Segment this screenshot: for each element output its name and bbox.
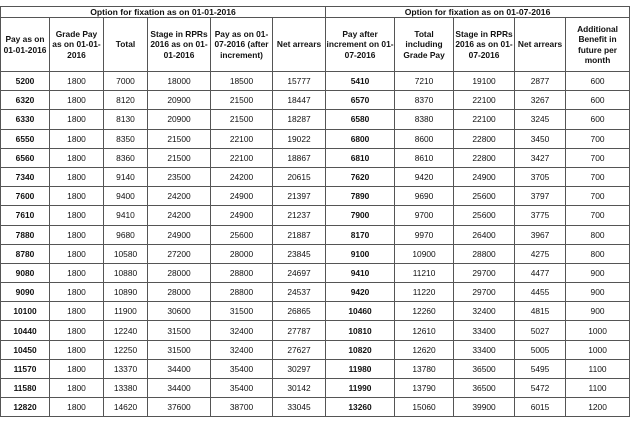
table-cell: 13370 bbox=[104, 359, 148, 378]
table-cell: 30142 bbox=[273, 379, 326, 398]
table-cell: 5200 bbox=[1, 72, 50, 91]
column-header: Net arrears bbox=[273, 18, 326, 72]
table-cell: 15777 bbox=[273, 72, 326, 91]
table-cell: 3267 bbox=[515, 91, 566, 110]
column-header: Pay after increment on 01-07-2016 bbox=[326, 18, 395, 72]
table-cell: 6550 bbox=[1, 129, 50, 148]
table-cell: 7620 bbox=[326, 167, 395, 186]
table-cell: 5495 bbox=[515, 359, 566, 378]
table-cell: 28800 bbox=[454, 244, 515, 263]
table-cell: 25600 bbox=[454, 187, 515, 206]
table-cell: 9090 bbox=[1, 283, 50, 302]
table-cell: 6570 bbox=[326, 91, 395, 110]
table-cell: 22100 bbox=[211, 129, 273, 148]
table-cell: 26865 bbox=[273, 302, 326, 321]
table-cell: 31500 bbox=[148, 321, 211, 340]
table-cell: 28800 bbox=[211, 283, 273, 302]
table-cell: 12820 bbox=[1, 398, 50, 417]
table-row bbox=[1, 148, 630, 167]
table-cell: 600 bbox=[566, 72, 630, 91]
table-cell: 12620 bbox=[395, 340, 454, 359]
column-header: Pay as on 01-07-2016 (after increment) bbox=[211, 18, 273, 72]
table-cell: 9400 bbox=[104, 187, 148, 206]
table-row bbox=[1, 302, 630, 321]
table-cell: 12260 bbox=[395, 302, 454, 321]
table-cell: 900 bbox=[566, 283, 630, 302]
table-cell: 22100 bbox=[454, 110, 515, 129]
table-cell: 15060 bbox=[395, 398, 454, 417]
table-cell: 22100 bbox=[454, 91, 515, 110]
table-cell: 1800 bbox=[50, 148, 104, 167]
table-cell: 20615 bbox=[273, 167, 326, 186]
table-cell: 3245 bbox=[515, 110, 566, 129]
table-row bbox=[1, 398, 630, 417]
table-cell: 3705 bbox=[515, 167, 566, 186]
table-row bbox=[1, 359, 630, 378]
table-cell: 18000 bbox=[148, 72, 211, 91]
table-cell: 28000 bbox=[148, 263, 211, 282]
table-cell: 1800 bbox=[50, 340, 104, 359]
table-cell: 700 bbox=[566, 129, 630, 148]
table-cell: 3967 bbox=[515, 225, 566, 244]
table-cell: 31500 bbox=[211, 302, 273, 321]
table-cell: 21500 bbox=[211, 91, 273, 110]
table-cell: 32400 bbox=[454, 302, 515, 321]
table-cell: 900 bbox=[566, 263, 630, 282]
column-header: Pay as on 01-01-2016 bbox=[1, 18, 50, 72]
table-cell: 1800 bbox=[50, 167, 104, 186]
table-cell: 8600 bbox=[395, 129, 454, 148]
table-cell: 700 bbox=[566, 148, 630, 167]
table-row bbox=[1, 91, 630, 110]
column-header: Grade Pay as on 01-01-2016 bbox=[50, 18, 104, 72]
group-header-right: Option for fixation as on 01-07-2016 bbox=[326, 7, 630, 18]
table-cell: 7900 bbox=[326, 206, 395, 225]
table-cell: 20900 bbox=[148, 110, 211, 129]
table-cell: 10890 bbox=[104, 283, 148, 302]
table-cell: 29700 bbox=[454, 263, 515, 282]
table-cell: 21500 bbox=[148, 129, 211, 148]
table-cell: 33045 bbox=[273, 398, 326, 417]
table-cell: 600 bbox=[566, 91, 630, 110]
table-cell: 8780 bbox=[1, 244, 50, 263]
table-cell: 1000 bbox=[566, 321, 630, 340]
group-header-row bbox=[1, 7, 630, 18]
table-cell: 1800 bbox=[50, 321, 104, 340]
table-row bbox=[1, 72, 630, 91]
table-cell: 25600 bbox=[454, 206, 515, 225]
table-cell: 34400 bbox=[148, 359, 211, 378]
table-cell: 13260 bbox=[326, 398, 395, 417]
table-cell: 4477 bbox=[515, 263, 566, 282]
table-cell: 29700 bbox=[454, 283, 515, 302]
table-cell: 27200 bbox=[148, 244, 211, 263]
table-cell: 900 bbox=[566, 302, 630, 321]
table-cell: 39900 bbox=[454, 398, 515, 417]
table-cell: 9140 bbox=[104, 167, 148, 186]
table-cell: 1200 bbox=[566, 398, 630, 417]
table-cell: 10580 bbox=[104, 244, 148, 263]
table-cell: 1800 bbox=[50, 225, 104, 244]
table-cell: 10100 bbox=[1, 302, 50, 321]
table-cell: 36500 bbox=[454, 379, 515, 398]
table-cell: 23845 bbox=[273, 244, 326, 263]
table-cell: 700 bbox=[566, 187, 630, 206]
table-cell: 24900 bbox=[211, 206, 273, 225]
table-cell: 20900 bbox=[148, 91, 211, 110]
table-cell: 21397 bbox=[273, 187, 326, 206]
table-cell: 1800 bbox=[50, 72, 104, 91]
table-cell: 1800 bbox=[50, 206, 104, 225]
table-cell: 8350 bbox=[104, 129, 148, 148]
table-cell: 6560 bbox=[1, 148, 50, 167]
table-cell: 800 bbox=[566, 244, 630, 263]
table-cell: 3427 bbox=[515, 148, 566, 167]
table-cell: 9410 bbox=[104, 206, 148, 225]
column-header: Total bbox=[104, 18, 148, 72]
table-cell: 35400 bbox=[211, 379, 273, 398]
table-row bbox=[1, 244, 630, 263]
column-header: Stage in RPRs 2016 as on 01-07-2016 bbox=[454, 18, 515, 72]
table-cell: 7340 bbox=[1, 167, 50, 186]
table-cell: 18447 bbox=[273, 91, 326, 110]
table-row bbox=[1, 283, 630, 302]
table-cell: 8170 bbox=[326, 225, 395, 244]
table-cell: 28000 bbox=[148, 283, 211, 302]
table-cell: 12240 bbox=[104, 321, 148, 340]
table-cell: 33400 bbox=[454, 340, 515, 359]
table-cell: 7210 bbox=[395, 72, 454, 91]
table-cell: 3775 bbox=[515, 206, 566, 225]
table-cell: 22100 bbox=[211, 148, 273, 167]
table-cell: 9100 bbox=[326, 244, 395, 263]
table-cell: 13790 bbox=[395, 379, 454, 398]
table-cell: 1800 bbox=[50, 359, 104, 378]
table-cell: 6330 bbox=[1, 110, 50, 129]
table-cell: 1100 bbox=[566, 379, 630, 398]
table-cell: 8610 bbox=[395, 148, 454, 167]
table-cell: 7600 bbox=[1, 187, 50, 206]
table-cell: 12610 bbox=[395, 321, 454, 340]
table-cell: 24537 bbox=[273, 283, 326, 302]
table-cell: 24900 bbox=[454, 167, 515, 186]
table-cell: 27627 bbox=[273, 340, 326, 359]
table-row bbox=[1, 263, 630, 282]
table-cell: 24200 bbox=[211, 167, 273, 186]
table-cell: 25600 bbox=[211, 225, 273, 244]
table-cell: 19100 bbox=[454, 72, 515, 91]
table-cell: 21887 bbox=[273, 225, 326, 244]
table-cell: 24697 bbox=[273, 263, 326, 282]
table-cell: 1800 bbox=[50, 129, 104, 148]
table-cell: 30600 bbox=[148, 302, 211, 321]
table-cell: 21237 bbox=[273, 206, 326, 225]
table-cell: 8120 bbox=[104, 91, 148, 110]
table-cell: 18287 bbox=[273, 110, 326, 129]
table-cell: 1100 bbox=[566, 359, 630, 378]
table-cell: 1800 bbox=[50, 398, 104, 417]
table-cell: 31500 bbox=[148, 340, 211, 359]
table-cell: 800 bbox=[566, 225, 630, 244]
table-row bbox=[1, 206, 630, 225]
table-cell: 22800 bbox=[454, 148, 515, 167]
table-cell: 5005 bbox=[515, 340, 566, 359]
table-cell: 24200 bbox=[148, 206, 211, 225]
table-cell: 24900 bbox=[211, 187, 273, 206]
table-cell: 8380 bbox=[395, 110, 454, 129]
table-cell: 3450 bbox=[515, 129, 566, 148]
table-row bbox=[1, 340, 630, 359]
table-cell: 26400 bbox=[454, 225, 515, 244]
table-cell: 23500 bbox=[148, 167, 211, 186]
table-cell: 700 bbox=[566, 206, 630, 225]
table-cell: 32400 bbox=[211, 340, 273, 359]
table-row bbox=[1, 225, 630, 244]
table-cell: 600 bbox=[566, 110, 630, 129]
column-header: Stage in RPRs 2016 as on 01-01-2016 bbox=[148, 18, 211, 72]
table-cell: 9690 bbox=[395, 187, 454, 206]
table-cell: 11220 bbox=[395, 283, 454, 302]
table-row bbox=[1, 110, 630, 129]
table-cell: 13380 bbox=[104, 379, 148, 398]
table-cell: 1800 bbox=[50, 379, 104, 398]
table-cell: 11210 bbox=[395, 263, 454, 282]
table-cell: 1800 bbox=[50, 244, 104, 263]
table-cell: 1800 bbox=[50, 263, 104, 282]
table-cell: 24900 bbox=[148, 225, 211, 244]
table-cell: 1800 bbox=[50, 187, 104, 206]
table-cell: 4455 bbox=[515, 283, 566, 302]
table-cell: 700 bbox=[566, 167, 630, 186]
table-cell: 28000 bbox=[211, 244, 273, 263]
table-cell: 1000 bbox=[566, 340, 630, 359]
table-cell: 5472 bbox=[515, 379, 566, 398]
table-row bbox=[1, 321, 630, 340]
table-cell: 19022 bbox=[273, 129, 326, 148]
table-cell: 18500 bbox=[211, 72, 273, 91]
table-cell: 11580 bbox=[1, 379, 50, 398]
table-cell: 32400 bbox=[211, 321, 273, 340]
table-body bbox=[1, 72, 630, 417]
table-cell: 30297 bbox=[273, 359, 326, 378]
table-cell: 9700 bbox=[395, 206, 454, 225]
table-row bbox=[1, 167, 630, 186]
table-cell: 9970 bbox=[395, 225, 454, 244]
table-cell: 11980 bbox=[326, 359, 395, 378]
table-cell: 7880 bbox=[1, 225, 50, 244]
table-cell: 35400 bbox=[211, 359, 273, 378]
table-cell: 6015 bbox=[515, 398, 566, 417]
table-cell: 6320 bbox=[1, 91, 50, 110]
table-cell: 27787 bbox=[273, 321, 326, 340]
table-cell: 18867 bbox=[273, 148, 326, 167]
table-row bbox=[1, 187, 630, 206]
table-cell: 1800 bbox=[50, 110, 104, 129]
table-cell: 9680 bbox=[104, 225, 148, 244]
table-cell: 10440 bbox=[1, 321, 50, 340]
table-cell: 38700 bbox=[211, 398, 273, 417]
table-cell: 21500 bbox=[148, 148, 211, 167]
table-cell: 36500 bbox=[454, 359, 515, 378]
table-cell: 10900 bbox=[395, 244, 454, 263]
table-cell: 11570 bbox=[1, 359, 50, 378]
table-cell: 24200 bbox=[148, 187, 211, 206]
table-cell: 8360 bbox=[104, 148, 148, 167]
table-cell: 1800 bbox=[50, 91, 104, 110]
table-cell: 10460 bbox=[326, 302, 395, 321]
table-cell: 6800 bbox=[326, 129, 395, 148]
table-cell: 2877 bbox=[515, 72, 566, 91]
table-cell: 13780 bbox=[395, 359, 454, 378]
table-cell: 37600 bbox=[148, 398, 211, 417]
column-header: Total including Grade Pay bbox=[395, 18, 454, 72]
table-cell: 12250 bbox=[104, 340, 148, 359]
table-cell: 3797 bbox=[515, 187, 566, 206]
table-cell: 9080 bbox=[1, 263, 50, 282]
table-cell: 7610 bbox=[1, 206, 50, 225]
table-cell: 21500 bbox=[211, 110, 273, 129]
pay-fixation-table bbox=[0, 6, 630, 417]
table-cell: 1800 bbox=[50, 283, 104, 302]
table-cell: 5410 bbox=[326, 72, 395, 91]
table-cell: 6810 bbox=[326, 148, 395, 167]
column-header: Additional Benefit in future per month bbox=[566, 18, 630, 72]
table-cell: 7890 bbox=[326, 187, 395, 206]
table-cell: 7000 bbox=[104, 72, 148, 91]
table-cell: 10880 bbox=[104, 263, 148, 282]
table-cell: 11900 bbox=[104, 302, 148, 321]
table-cell: 4275 bbox=[515, 244, 566, 263]
table-cell: 9420 bbox=[326, 283, 395, 302]
column-header: Net arrears bbox=[515, 18, 566, 72]
table-cell: 9410 bbox=[326, 263, 395, 282]
table-cell: 6580 bbox=[326, 110, 395, 129]
table-cell: 10450 bbox=[1, 340, 50, 359]
group-header-left: Option for fixation as on 01-01-2016 bbox=[1, 7, 326, 18]
table-cell: 8130 bbox=[104, 110, 148, 129]
table-cell: 14620 bbox=[104, 398, 148, 417]
table-cell: 8370 bbox=[395, 91, 454, 110]
table-cell: 11990 bbox=[326, 379, 395, 398]
table-cell: 1800 bbox=[50, 302, 104, 321]
table-cell: 10810 bbox=[326, 321, 395, 340]
table-cell: 34400 bbox=[148, 379, 211, 398]
table-cell: 4815 bbox=[515, 302, 566, 321]
table-cell: 10820 bbox=[326, 340, 395, 359]
column-header-row bbox=[1, 18, 630, 72]
table-row bbox=[1, 379, 630, 398]
table-cell: 33400 bbox=[454, 321, 515, 340]
table-cell: 28800 bbox=[211, 263, 273, 282]
table-cell: 5027 bbox=[515, 321, 566, 340]
table-cell: 9420 bbox=[395, 167, 454, 186]
table-cell: 22800 bbox=[454, 129, 515, 148]
table-row bbox=[1, 129, 630, 148]
